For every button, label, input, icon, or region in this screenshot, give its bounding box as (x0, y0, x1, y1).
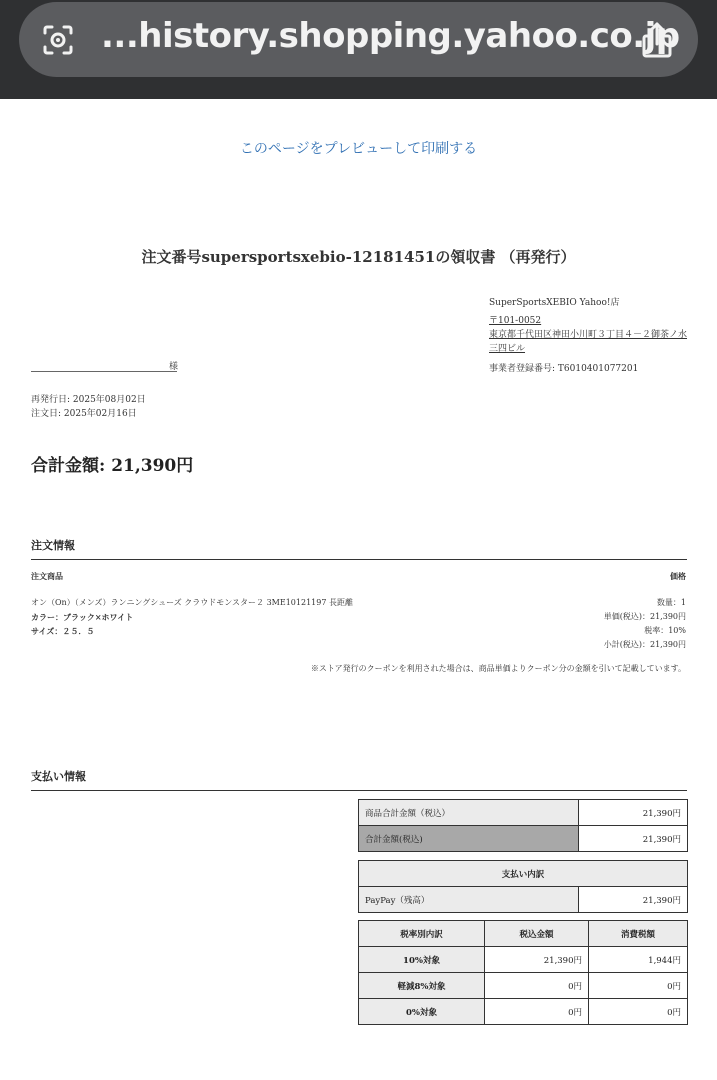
store-postal: 〒101-0052 (489, 316, 542, 326)
tax-rate-label: 0%対象 (359, 999, 485, 1025)
item-size: サイズ：２５．５ (31, 626, 95, 636)
url-text[interactable]: ...history.shopping.yahoo.co.jp (101, 16, 680, 56)
store-name: SuperSportsXEBIO Yahoo!店 (489, 298, 620, 308)
item-color: カラー：ブラック×ホワイト (31, 612, 134, 622)
table-row (359, 861, 688, 887)
table-row (359, 921, 688, 947)
tax-amount: 0円 (485, 999, 589, 1025)
recipient-name-line (31, 371, 177, 372)
order-info-heading: 注文情報 (31, 537, 687, 560)
browser-toolbar (0, 0, 717, 99)
table-row (359, 800, 688, 826)
tax-rate-label: 10%対象 (359, 947, 485, 973)
item-details (31, 596, 353, 638)
order-item-column-header: 注文商品 (31, 571, 63, 581)
reissue-date: 再発行日: 2025年08月02日 (31, 395, 146, 405)
tax-amount: 0円 (485, 973, 589, 999)
order-date: 注文日: 2025年02月16日 (31, 409, 137, 419)
total-amount: 合計金額: 21,390円 (31, 456, 194, 476)
tax-header-tax: 消費税額 (589, 921, 688, 947)
preview-print-link[interactable]: このページをプレビューして印刷する (239, 141, 478, 157)
tax-value: 0円 (589, 999, 688, 1025)
tax-rate-label: 軽減8%対象 (359, 973, 485, 999)
summary-value: 21,390円 (579, 800, 688, 826)
summary-label: 合計金額(税込) (359, 826, 579, 852)
table-row (359, 887, 688, 913)
payment-summary-table (358, 799, 688, 852)
summary-value: 21,390円 (579, 826, 688, 852)
item-unit-price: 単価(税込)：21,390円 (603, 612, 686, 621)
breakdown-heading: 支払い内訳 (359, 861, 688, 887)
breakdown-label: PayPay（残高） (359, 887, 579, 913)
share-icon[interactable] (639, 20, 675, 60)
item-subtotal: 小計(税込)：21,390円 (603, 640, 686, 649)
camera-lens-icon[interactable] (41, 23, 75, 57)
table-row (359, 947, 688, 973)
tax-amount: 21,390円 (485, 947, 589, 973)
item-tax-rate: 税率：10% (644, 626, 686, 635)
summary-label: 商品合計金額（税込） (359, 800, 579, 826)
payment-breakdown-table (358, 860, 688, 913)
item-quantity: 数量：1 (656, 598, 686, 607)
table-row (359, 999, 688, 1025)
tax-value: 0円 (589, 973, 688, 999)
store-info (489, 296, 694, 376)
payment-info-heading: 支払い情報 (31, 768, 687, 791)
receipt-dates (31, 393, 146, 421)
honorific: 様 (169, 362, 179, 372)
price-column-header: 価格 (670, 571, 686, 581)
table-row (359, 826, 688, 852)
coupon-note: ※ストア発行のクーポンを利用された場合は、商品単価よりクーポン分の金額を引いて記載しています。 (310, 664, 686, 673)
item-name[interactable]: オン（On）（メンズ）ランニングシューズ クラウドモンスター２ 3ME10121197 長距離 (31, 598, 353, 607)
tax-breakdown-table (358, 920, 688, 1025)
table-row (359, 973, 688, 999)
item-price-details (604, 596, 686, 652)
tax-value: 1,944円 (589, 947, 688, 973)
store-address: 東京都千代田区神田小川町３丁目４－２御茶ノ水三四ビル (489, 330, 688, 354)
tax-header-amount: 税込金額 (485, 921, 589, 947)
breakdown-value: 21,390円 (579, 887, 688, 913)
address-bar[interactable] (19, 2, 698, 77)
product-thumbnail[interactable] (28, 660, 124, 750)
receipt-title: 注文番号supersportsxebio-12181451の領収書 （再発行） (141, 248, 576, 266)
tax-header-rate: 税率別内訳 (359, 921, 485, 947)
store-registration: 事業者登録番号: T6010401077201 (489, 364, 639, 374)
